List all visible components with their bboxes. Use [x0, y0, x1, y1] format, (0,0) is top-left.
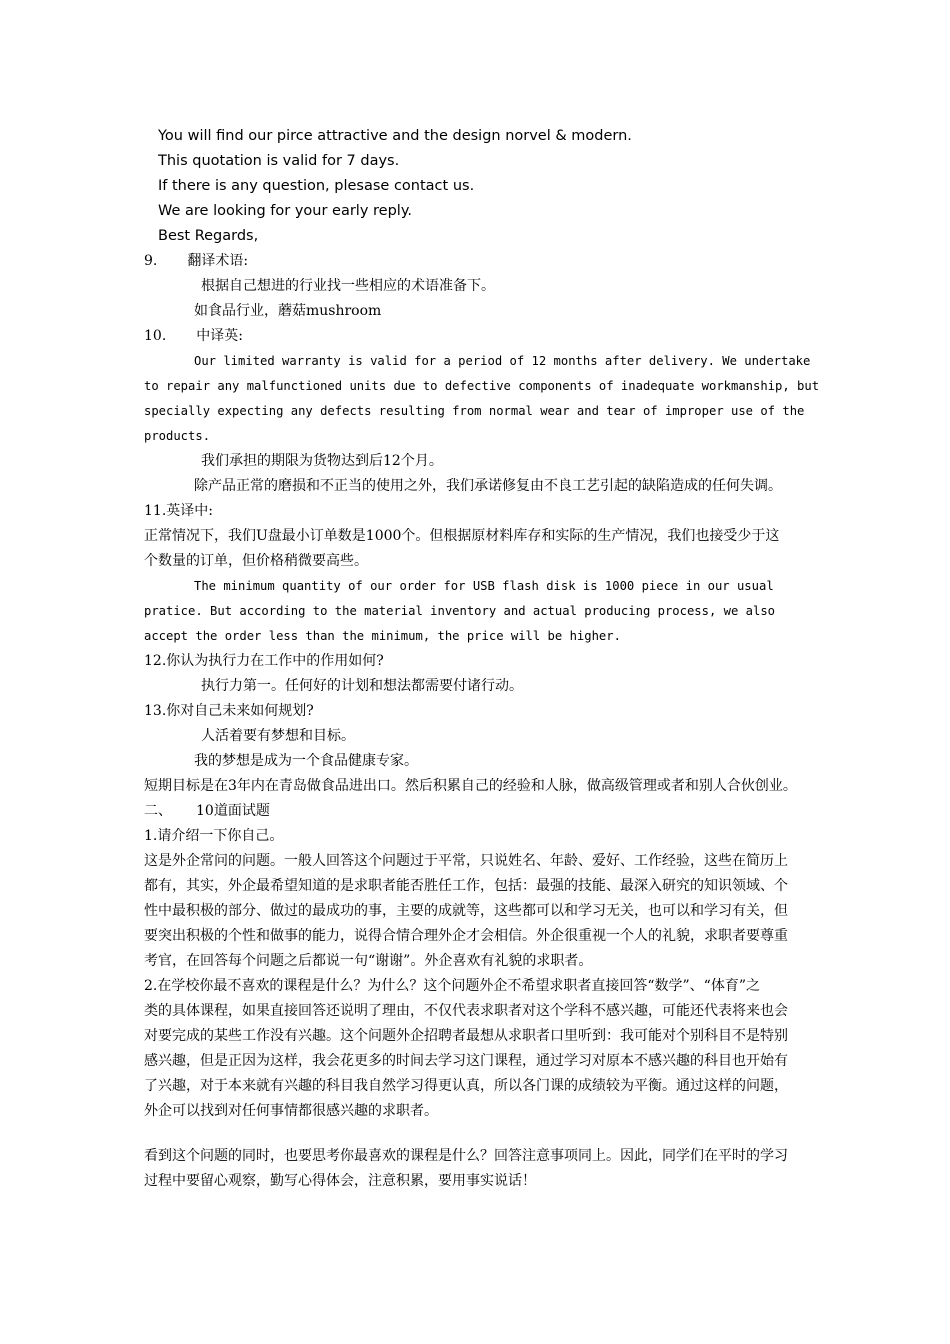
q10-number: 10.: [144, 328, 167, 344]
q10-heading: [144, 324, 243, 349]
interview-q1-line: 都有，其实，外企最希望知道的是求职者能否胜任工作，包括：最强的技能、最深入研究的知识领域、个: [144, 878, 788, 894]
section-2-title: 10道面试题: [196, 803, 270, 819]
interview-q2-line: 外企可以找到对任何事情都很感兴趣的求职者。: [144, 1103, 438, 1119]
interview-q1-title: 1.请介绍一下你自己。: [144, 828, 284, 844]
q9-line-2: 如食品行业，蘑菇mushroom: [194, 303, 382, 319]
q11-chinese-line-1: 正常情况下，我们U盘最小订单数是1000个。但根据原材料库存和实际的生产情况，我们也接受少于这: [144, 528, 780, 544]
q13-heading: 13.你对自己未来如何规划?: [144, 703, 314, 719]
q13-line-2: 我的梦想是成为一个食品健康专家。: [194, 753, 418, 769]
q12-heading: 12.你认为执行力在工作中的作用如何?: [144, 653, 384, 669]
q13-line-3: 短期目标是在3年内在青岛做食品进出口。然后积累自己的经验和人脉，做高级管理或者和别人合伙创业。: [144, 778, 797, 794]
section-2-number: 二、: [144, 803, 172, 819]
letter-line-valid: This quotation is valid for 7 days.: [158, 153, 400, 169]
interview-q1-line: 性中最积极的部分、做过的最成功的事，主要的成就等，这些都可以和学习无关，也可以和学习有关，但: [144, 903, 788, 919]
q11-english-line-3: accept the order less than the minimum, the price will be higher.: [144, 629, 621, 643]
letter-line-attractive: You will find our pirce attractive and the design norvel & modern.: [158, 128, 632, 144]
section-2-heading: [144, 799, 270, 824]
q9-title: 翻译术语:: [187, 253, 249, 269]
q10-title: 中译英:: [196, 328, 243, 344]
q10-english-line-1: Our limited warranty is valid for a period of 12 months after delivery. We undertake: [194, 354, 811, 368]
interview-q2-line: 对要完成的某些工作没有兴趣。这个问题外企招聘者最想从求职者口里听到：我可能对个别科目不是特别: [144, 1028, 788, 1044]
interview-q2-followup-line: 过程中要留心观察，勤写心得体会，注意积累，要用事实说话！: [144, 1173, 536, 1189]
q11-english-line-1: The minimum quantity of our order for USB flash disk is 1000 piece in our usual: [194, 579, 774, 593]
q10-english-line-4: products.: [144, 429, 211, 443]
q9-number: 9.: [144, 253, 158, 269]
interview-q1-line: 考官，在回答每个问题之后都说一句“谢谢”。外企喜欢有礼貌的求职者。: [144, 953, 593, 969]
letter-line-regards: Best Regards,: [158, 228, 259, 244]
q11-chinese-line-2: 个数量的订单，但价格稍微要高些。: [144, 553, 368, 569]
letter-line-question: If there is any question, plesase contact us.: [158, 178, 475, 194]
q10-english-line-2: to repair any malfunctioned units due to defective components of inadequate workmanship, but: [144, 379, 820, 393]
interview-q1-line: 这是外企常问的问题。一般人回答这个问题过于平常，只说姓名、年龄、爱好、工作经验，这些在简历上: [144, 853, 788, 869]
q12-answer: 执行力第一。任何好的计划和想法都需要付诸行动。: [201, 678, 523, 694]
q13-line-1: 人活着要有梦想和目标。: [201, 728, 355, 744]
q9-line-1: 根据自己想进的行业找一些相应的术语准备下。: [201, 278, 495, 294]
interview-q1-line: 要突出积极的个性和做事的能力，说得合情合理外企才会相信。外企很重视一个人的礼貌，求职者要尊重: [144, 928, 788, 944]
interview-q2-line: 类的具体课程，如果直接回答还说明了理由，不仅代表求职者对这个学科不感兴趣，可能还代表将来也会: [144, 1003, 788, 1019]
q10-english-line-3: specially expecting any defects resulting from normal wear and tear of improper use of the: [144, 404, 805, 418]
interview-q2-line: 2.在学校你最不喜欢的课程是什么？为什么？这个问题外企不希望求职者直接回答“数学”、“体育”之: [144, 978, 760, 994]
letter-line-reply: We are looking for your early reply.: [158, 203, 412, 219]
q10-chinese-line-1: 我们承担的期限为货物达到后12个月。: [201, 453, 443, 469]
interview-q2-followup-line: 看到这个问题的同时，也要思考你最喜欢的课程是什么？回答注意事项同上。因此，同学们在平时的学习: [144, 1148, 788, 1164]
q11-heading: 11.英译中:: [144, 503, 213, 519]
q10-chinese-line-2: 除产品正常的磨损和不正当的使用之外，我们承诺修复由不良工艺引起的缺陷造成的任何失调。: [194, 478, 782, 494]
q9-heading: [144, 249, 248, 274]
q11-english-line-2: pratice. But according to the material inventory and actual producing process, we also: [144, 604, 776, 618]
interview-q2-line: 感兴趣，但是正因为这样，我会花更多的时间去学习这门课程，通过学习对原本不感兴趣的科目也开始有: [144, 1053, 788, 1069]
interview-q2-line: 了兴趣，对于本来就有兴趣的科目我自然学习得更认真，所以各门课的成绩较为平衡。通过这样的问题，: [144, 1078, 788, 1094]
